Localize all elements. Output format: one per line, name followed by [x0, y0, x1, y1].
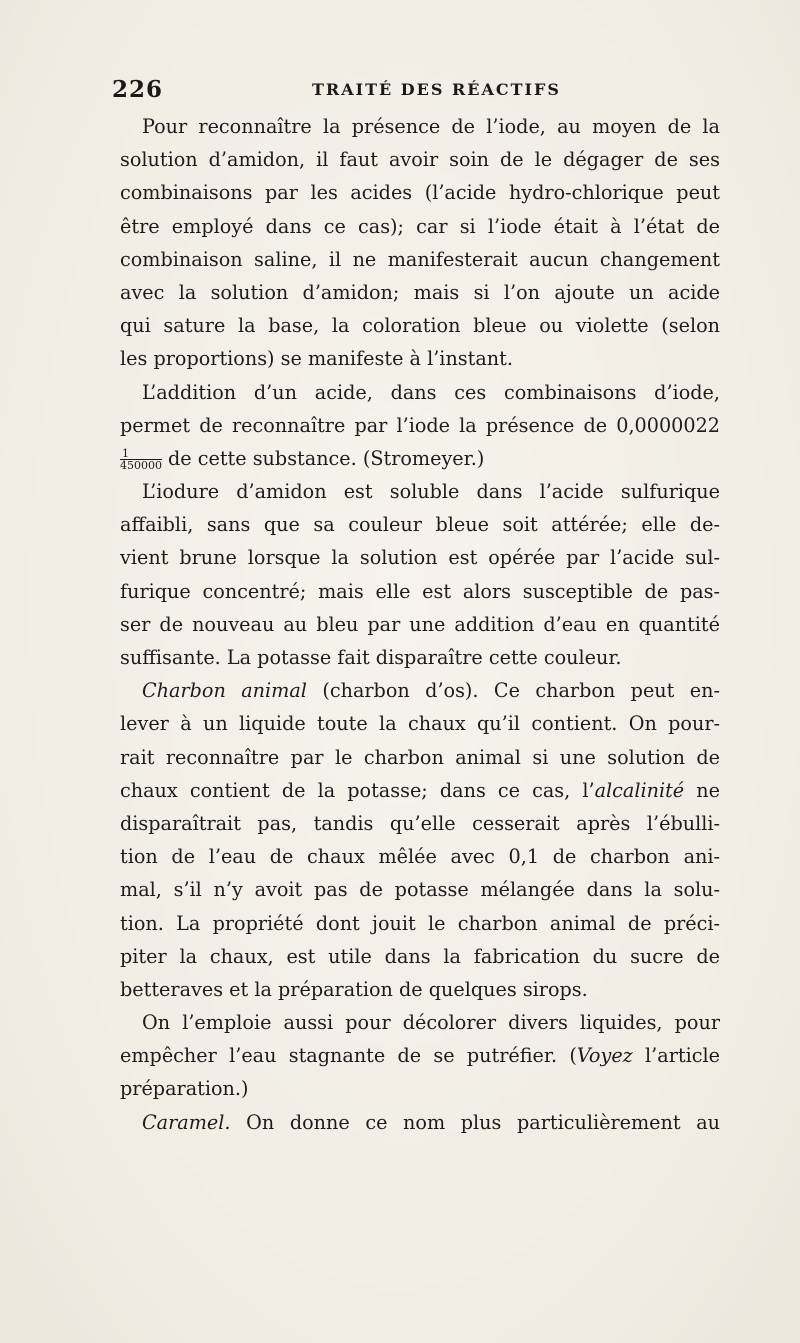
text-line: qui sature la base, la coloration bleue ou violette (selon [120, 314, 720, 338]
text-line: préparation.) [120, 1077, 249, 1101]
text-fragment: l’article [632, 1044, 720, 1068]
text-line: Pour reconnaître la présence de l’iode, au moyen de la [142, 115, 720, 138]
text-line: furique concentré; mais elle est alors susceptible de pas- [120, 579, 720, 603]
text-line: être employé dans ce cas); car si l’iode était à l’état de [120, 214, 720, 238]
text-line: tion de l’eau de chaux mêlée avec 0,1 de charbon ani- [120, 845, 720, 869]
text-line: betteraves et la préparation de quelques sirops. [120, 977, 588, 1001]
text-fragment: (charbon d’os). Ce charbon peut en- [322, 679, 720, 703]
text-line: suffisante. La potasse fait disparaître cette couleur. [120, 646, 622, 669]
entry-term: Caramel. [142, 1110, 231, 1134]
text-line [120, 674, 720, 707]
text-line: L’addition d’un acide, dans ces combinaisons d’iode, [142, 380, 720, 404]
entry-term: Charbon animal [142, 679, 307, 703]
text-line: piter la chaux, est utile dans la fabrication du sucre de [120, 944, 720, 968]
fraction-denominator: 450000 [120, 459, 162, 473]
text-line: affaibli, sans que sa couleur bleue soit attérée; elle de- [120, 513, 720, 537]
italic-word: Voyez [576, 1044, 633, 1068]
text-line: rait reconnaître par le charbon animal si une solution de [120, 745, 720, 769]
text-line: tion. La propriété dont jouit le charbon animal de préci- [120, 911, 720, 935]
text-line: L’iodure d’amidon est soluble dans l’acide sulfurique [142, 480, 720, 504]
fraction [120, 448, 162, 471]
text-line: mal, s’il n’y avoit pas de potasse mélangée dans la solu- [120, 878, 720, 902]
text-line [120, 442, 720, 475]
text-line: lever à un liquide toute la chaux qu’il contient. On pour- [120, 712, 720, 736]
text-line: les proportions) se manifeste à l’instant. [120, 347, 513, 371]
text-line [120, 1039, 720, 1072]
text-line [120, 774, 720, 807]
text-line: vient brune lorsque la solution est opérée par l’acide sul- [120, 546, 720, 570]
text-fragment: ne [684, 778, 720, 802]
text-line: permet de reconnaître par l’iode la présence de 0,0000022 [120, 413, 720, 437]
italic-word: alcalinité [594, 778, 685, 802]
page-number: 226 [112, 76, 164, 103]
text-fragment: de cette substance. (Stromeyer.) [168, 446, 485, 470]
text-line [120, 1106, 720, 1139]
page-header [112, 76, 672, 106]
text-line: On l’emploie aussi pour décolorer divers liquides, pour [142, 1011, 720, 1035]
text-line: combinaison saline, il ne manifesterait aucun changement [120, 247, 720, 271]
text-line: disparaîtrait pas, tandis qu’elle cesserait après l’ébulli- [120, 811, 720, 835]
text-fragment: chaux contient de la potasse; dans ce cas, l’ [120, 778, 595, 802]
running-title: TRAITÉ DES RÉACTIFS [312, 80, 561, 99]
text-fragment: On donne ce nom plus particulièrement au [230, 1110, 720, 1134]
text-line: solution d’amidon, il faut avoir soin de le dégager de ses [120, 148, 720, 172]
text-fragment: empêcher l’eau stagnante de se putréfier. ( [120, 1044, 577, 1068]
body-text [120, 110, 720, 1139]
text-line: combinaisons par les acides (l’acide hydro-chlorique peut [120, 181, 720, 205]
fraction-numerator: 1 [120, 448, 162, 460]
text-line: ser de nouveau au bleu par une addition d’eau en quantité [120, 612, 720, 636]
text-line: avec la solution d’amidon; mais si l’on ajoute un acide [120, 280, 720, 304]
